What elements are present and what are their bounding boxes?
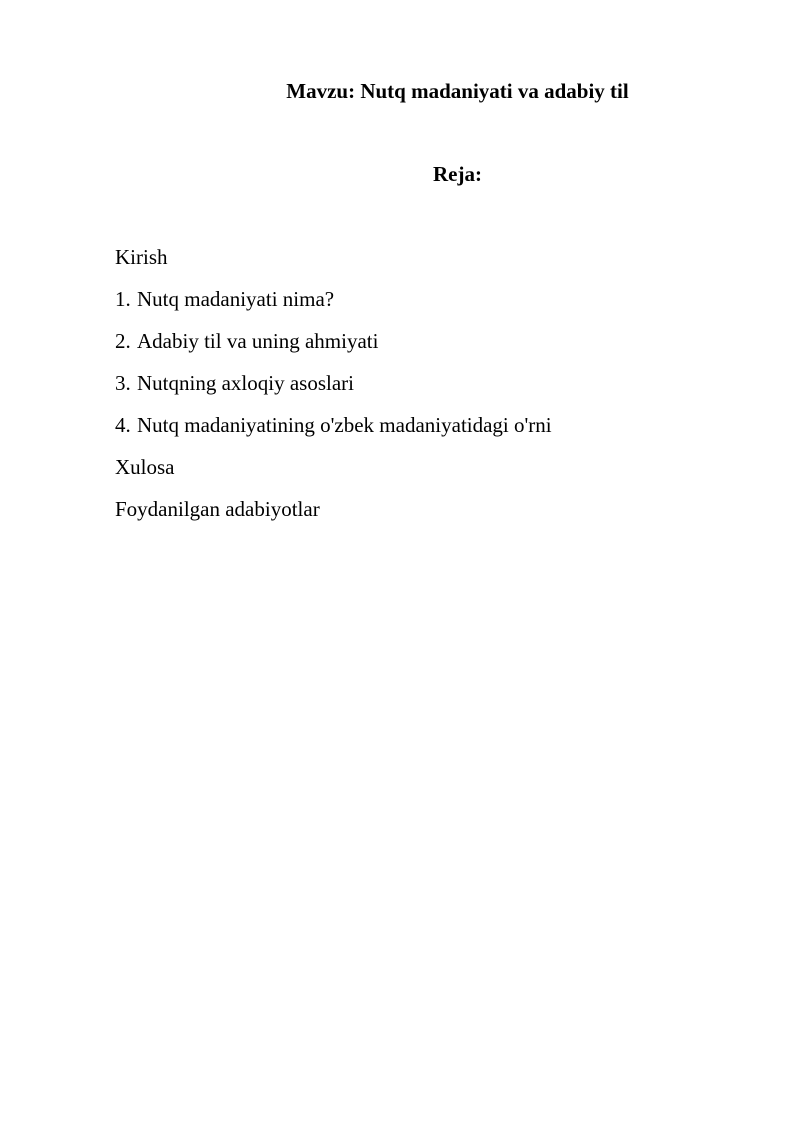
plan-item-text: Nutqning axloqiy asoslari: [137, 371, 354, 395]
plan-item-text: Foydanilgan adabiyotlar: [115, 497, 320, 521]
plan-item-text: Nutq madaniyati nima?: [137, 287, 335, 311]
plan-item-1: [115, 284, 552, 326]
plan-item-number: 1.: [115, 287, 131, 311]
plan-list: [115, 242, 552, 536]
plan-item-references: [115, 494, 552, 536]
plan-item-text: Kirish: [115, 245, 168, 269]
plan-item-text: Xulosa: [115, 455, 175, 479]
plan-item-conclusion: [115, 452, 552, 494]
plan-item-4: [115, 410, 552, 452]
plan-item-introduction: [115, 242, 552, 284]
plan-heading: Reja:: [433, 162, 482, 186]
plan-item-number: 4.: [115, 413, 131, 437]
plan-item-number: 3.: [115, 371, 131, 395]
plan-item-3: [115, 368, 552, 410]
plan-item-text: Adabiy til va uning ahmiyati: [137, 329, 379, 353]
plan-item-text: Nutq madaniyatining o'zbek madaniyatidagi o'rni: [137, 413, 552, 437]
plan-item-number: 2.: [115, 329, 131, 353]
plan-item-2: [115, 326, 552, 368]
page-title: Mavzu: Nutq madaniyati va adabiy til: [286, 79, 629, 103]
